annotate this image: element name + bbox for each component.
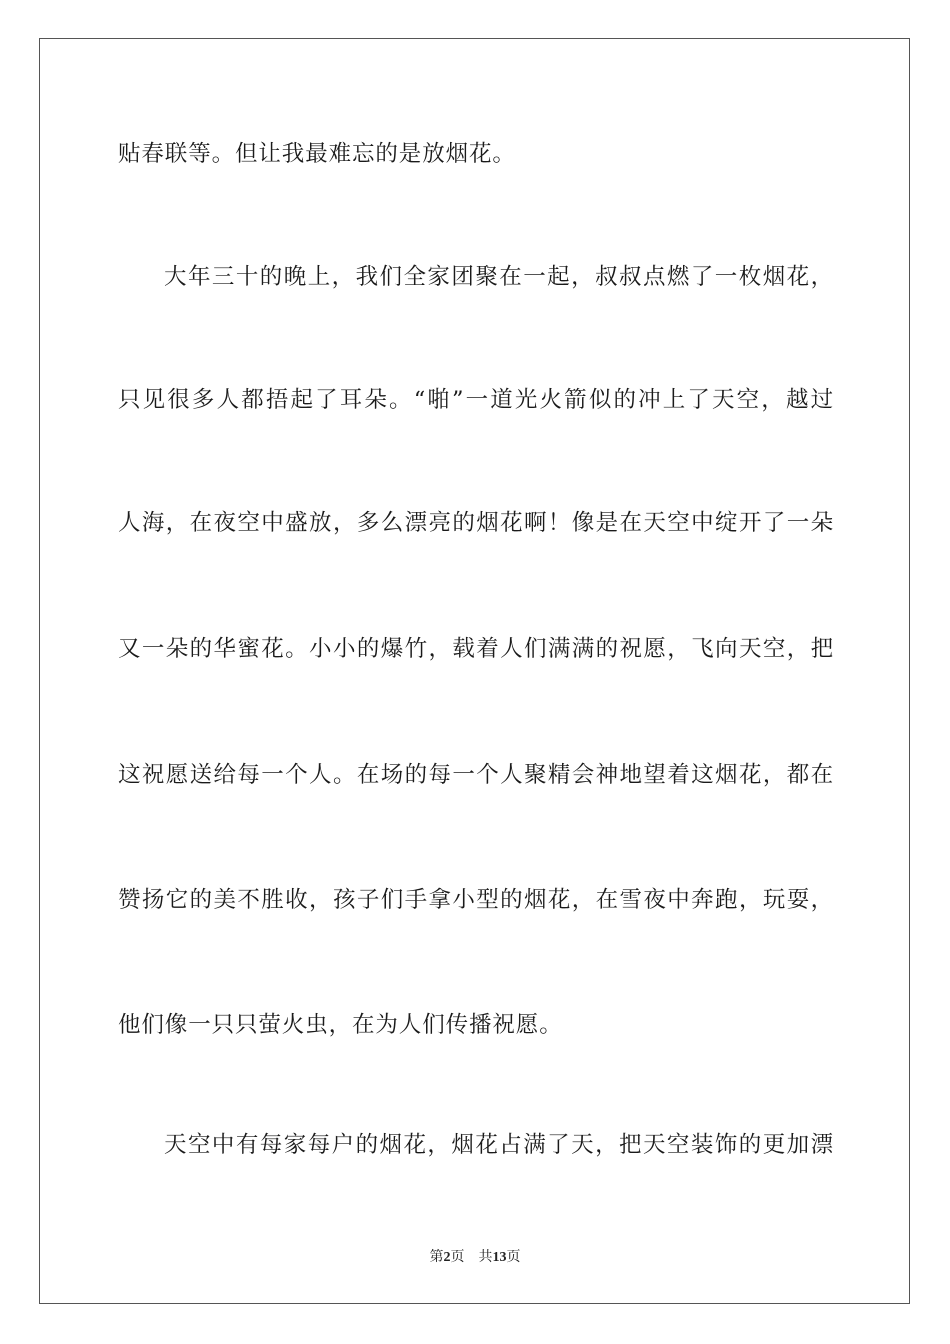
text-line: 这祝愿送给每一个人。在场的每一个人聚精会神地望着这烟花，都在 [118,762,834,788]
page-border [39,38,910,1304]
page-prefix: 第 [429,1250,444,1265]
total-prefix: 共 [478,1250,493,1265]
text-line: 贴春联等。但让我最难忘的是放烟花。 [118,141,516,167]
page-number: 2 [443,1250,451,1265]
page-suffix: 页 [450,1250,465,1265]
text-line: 天空中有每家每户的烟花，烟花占满了天，把天空装饰的更加漂 [164,1132,834,1158]
text-line: 他们像一只只萤火虫，在为人们传播祝愿。 [118,1012,563,1038]
total-pages: 13 [492,1250,507,1265]
text-line: 大年三十的晚上，我们全家团聚在一起，叔叔点燃了一枚烟花， [164,264,834,290]
total-suffix: 页 [506,1250,521,1265]
page-footer [0,1246,950,1266]
text-line: 又一朵的华蜜花。小小的爆竹，载着人们满满的祝愿，飞向天空，把 [118,636,834,662]
text-line: 赞扬它的美不胜收，孩子们手拿小型的烟花，在雪夜中奔跑，玩耍， [118,887,834,913]
text-line: 只见很多人都捂起了耳朵。“啪”一道光火箭似的冲上了天空，越过 [118,387,834,413]
text-line: 人海，在夜空中盛放，多么漂亮的烟花啊！像是在天空中绽开了一朵 [118,510,834,536]
